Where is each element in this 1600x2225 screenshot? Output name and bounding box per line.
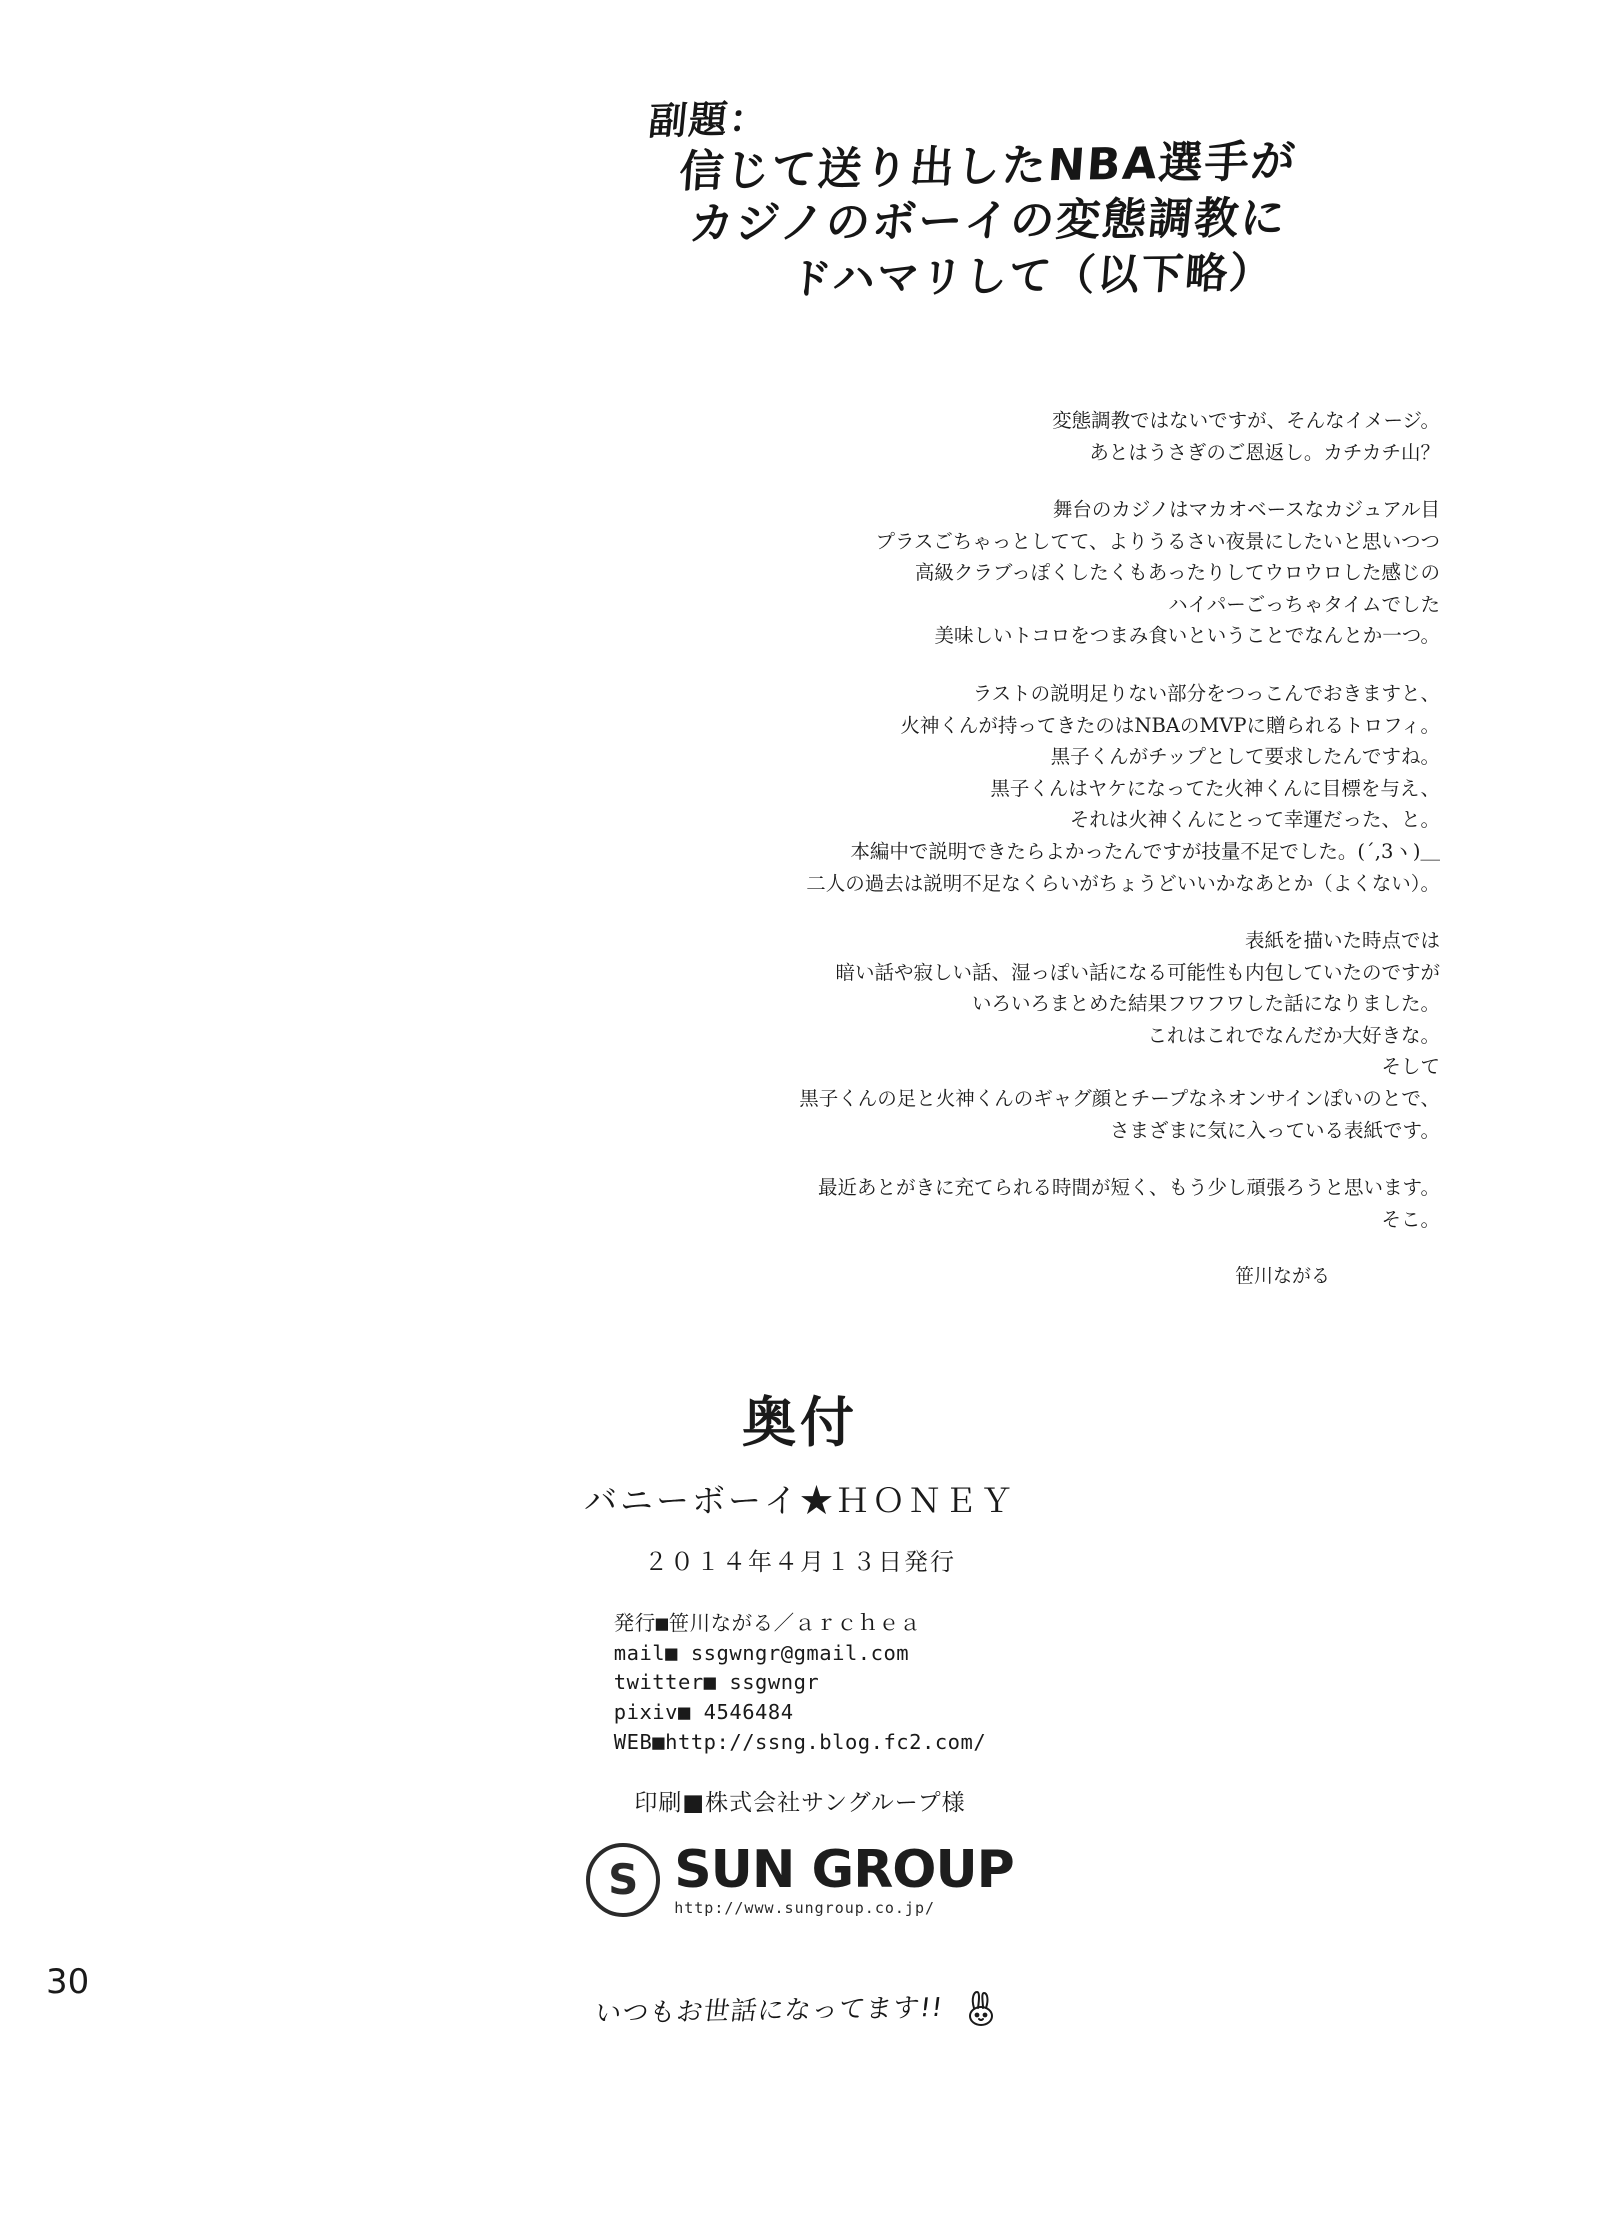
afterword-line: 二人の過去は説明不足なくらいがちょうどいいかなあとか（よくない）。 <box>806 871 1440 895</box>
page-number: 30 <box>46 1962 90 2002</box>
handwritten-subtitle-line-1: 副題： <box>646 96 772 144</box>
printer-logo-text-block <box>674 1839 1014 1917</box>
handwritten-subtitle-line-3: カジノのボーイの変態調教に <box>687 192 1289 250</box>
afterword-line: 暗い話や寂しい話、湿っぽい話になる可能性も内包していたのですが <box>835 960 1440 984</box>
afterword-line: 美味しいトコロをつまみ食いということでなんとか一つ。 <box>934 624 1440 648</box>
printer-logo-url: http://www.sungroup.co.jp/ <box>674 1898 936 1917</box>
printer-logo <box>0 1839 1600 1917</box>
afterword-line: 本編中で説明できたらよかったんですが技量不足でした。(´,3ヽ)＿ <box>850 839 1440 863</box>
afterword-paragraph <box>700 925 1440 1146</box>
publisher-row: 発行■笹川ながる／ａｒｃｈｅａ <box>613 1611 921 1635</box>
handwritten-subtitle <box>640 90 1440 304</box>
printer-label: 印刷■株式会社サングループ様 <box>634 1789 966 1816</box>
sun-group-logo-icon: S <box>586 1843 660 1917</box>
afterword-line: あとはうさぎのご恩返し。カチカチ山？ <box>1089 440 1440 464</box>
colophon-block <box>0 1390 1600 1917</box>
afterword-line: そこ。 <box>1381 1207 1440 1231</box>
afterword-line: 火神くんが持ってきたのはNBAのMVPに贈られるトロフィ。 <box>900 713 1440 737</box>
bunny-doodle-icon <box>958 1985 1004 2031</box>
afterword-line: そして <box>1381 1055 1440 1079</box>
afterword-line: 高級クラブっぽくしたくもあったりしてウロウロした感じの <box>914 561 1440 585</box>
handwritten-thanks-row <box>0 1985 1600 2031</box>
afterword-line: これはこれでなんだか大好きな。 <box>1147 1023 1440 1047</box>
handwritten-subtitle-line-2: 信じて送り出したNBA選手が <box>677 135 1299 198</box>
afterword-line: 黒子くんはヤケになってた火神くんに目標を与え、 <box>990 776 1440 800</box>
handwritten-subtitle-line-4: ドハマリして（以下略） <box>787 247 1276 304</box>
afterword-line: プラスごちゃっとしてて、よりうるさい夜景にしたいと思いつつ <box>875 529 1440 553</box>
afterword-line: 最近あとがきに充てられる時間が短く、もう少し頑張ろうと思います。 <box>817 1176 1440 1200</box>
publisher-contact-details <box>614 1609 986 1758</box>
afterword-line: さまざまに気に入っている表紙です。 <box>1110 1118 1440 1142</box>
web-row: WEB■http://ssng.blog.fc2.com/ <box>613 1729 987 1754</box>
afterword-line: それは火神くんにとって幸運だった、と。 <box>1069 808 1440 832</box>
afterword-line: 黒子くんがチップとして要求したんですね。 <box>1050 745 1440 769</box>
work-title: バニーボーイ★ＨＯＮＥＹ <box>584 1481 1016 1520</box>
publication-date: ２０１４年４月１３日発行 <box>644 1548 956 1576</box>
afterword-text <box>700 405 1440 1292</box>
printer-logo-name: SUN GROUP <box>674 1839 1014 1900</box>
afterword-line: 舞台のカジノはマカオベースなカジュアル目 <box>1052 498 1440 522</box>
handwritten-thanks-text: いつもお世話になってます!! <box>593 1992 945 2029</box>
afterword-paragraph <box>700 678 1440 899</box>
afterword-line: 変態調教ではないですが、そんなイメージ。 <box>1052 409 1440 432</box>
afterword-paragraph <box>700 405 1440 468</box>
afterword-line: 黒子くんの足と火神くんのギャグ顔とチープなネオンサインぽいのとで、 <box>799 1086 1440 1110</box>
afterword-line: ハイパーごっちゃタイムでした <box>1168 592 1440 616</box>
afterword-line: いろいろまとめた結果フワフワした話になりました。 <box>971 992 1440 1016</box>
mail-row: mail■ ssgwngr@gmail.com <box>613 1640 910 1665</box>
twitter-row: twitter■ ssgwngr <box>613 1670 820 1695</box>
afterword-paragraph <box>700 1172 1440 1235</box>
colophon-heading: 奥付 <box>742 1390 858 1454</box>
author-signature: 笹川ながる <box>1234 1265 1330 1288</box>
afterword-paragraph <box>700 494 1440 652</box>
afterword-line: ラストの説明足りない部分をつっこんでおきますと、 <box>972 682 1440 706</box>
pixiv-row: pixiv■ 4546484 <box>613 1700 794 1725</box>
afterword-line: 表紙を描いた時点では <box>1244 929 1440 953</box>
